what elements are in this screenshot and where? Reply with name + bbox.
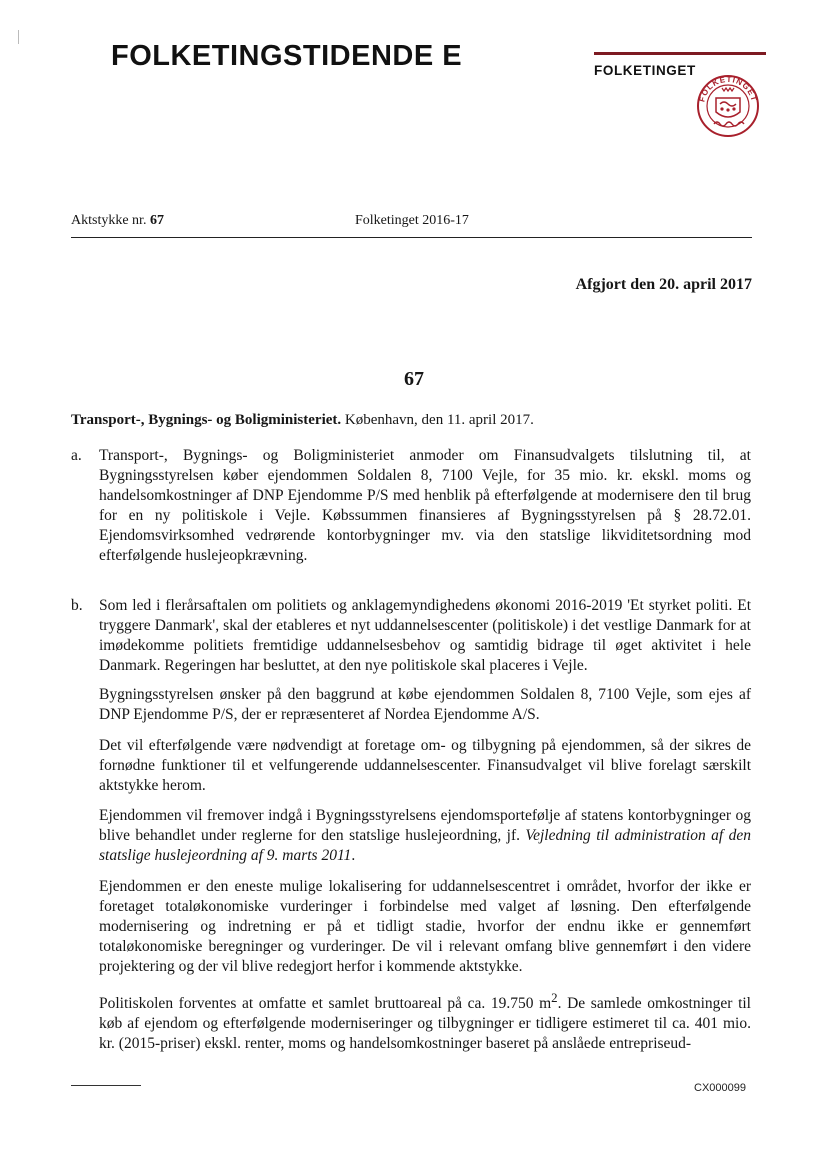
- item-label: b.: [71, 597, 83, 614]
- paragraph: Ejendommen er den eneste mulige lokalisering for uddannelsescentret i området, hvorfor der ikke er foretaget totaløkonomiske vurderinger i forbindelse med valget af løsning. Den efterfølgende modernisering og indretning er på et tidligt stadie, hvorfor der endnu ikke er gennemført totaløkonomiske beregninger og vurderinger. De vil i relevant omfang blive gennemført i den videre projektering og der vil blive redegjort herfor i kommende aktstykke.: [99, 878, 751, 975]
- header-red-rule: [594, 52, 766, 55]
- item-label: a.: [71, 447, 82, 464]
- publication-title: FOLKETINGSTIDENDE E: [111, 40, 463, 72]
- ministry-line: [71, 412, 534, 429]
- ministry-name: Transport-, Bygnings- og Boligministeriet.: [71, 412, 342, 428]
- paragraph: [99, 806, 751, 866]
- session-label: Folketinget 2016-17: [355, 213, 469, 228]
- aktstykke-label: Aktstykke nr.: [71, 213, 147, 228]
- header-divider: [71, 237, 752, 238]
- guideline-reference: Vejledning til administration af den statslige huslejeordning af 9. marts 2011: [99, 827, 751, 864]
- parliament-label: FOLKETINGET: [594, 63, 696, 78]
- item-text: Som led i flerårsaftalen om politiets og anklagemyndighedens økonomi 2016-2019 'Et styrket politi. Et tryggere Danmark', skal der etableres et nyt uddannelsescenter (politiskole) i det vestlige Danmark for at imødekomme politiets fremtidige uddannelsesbehov og samtidig bidrage til øget aktivitet i hele Danmark. Regeringen har besluttet, at den nye politiskole skal placeres i Vejle.: [99, 597, 751, 674]
- paragraph-text: Politiskolen forventes at omfatte et samlet bruttoareal på ca. 19.750 m: [99, 995, 552, 1013]
- paragraph-text: . De samlede omkostninger til køb af ejendom og efterfølgende moderniseringer og tilbygninger er tidligere estimeret til ca. 401 mio. kr. (2015-priser) ekskl. renter, moms og handelsomkostninger baseret på anslåede entrepriseud-: [99, 995, 751, 1053]
- folketinget-seal-icon: [696, 74, 760, 138]
- document-code: CX000099: [694, 1082, 746, 1094]
- seal-lettering: FOLKETINGET: [697, 74, 759, 103]
- paragraph-text: .: [351, 847, 356, 864]
- paragraph-text: Ejendommen vil fremover indgå i Bygningsstyrelsens ejendomsportefølje af statens kontorbygninger og blive behandlet under reglerne for den statslige huslejeordning, jf.: [99, 807, 751, 844]
- item-text: Transport-, Bygnings- og Boligministeriet anmoder om Finansudvalgets tilslutning til, at Bygningsstyrelsen køber ejendommen Soldalen 8, 7100 Vejle, for 35 mio. kr. ekskl. moms og handelsomkostninger af DNP Ejendomme P/S med henblik på efterfølgende at modernisere den til brug for en ny politiskole i Vejle. Købssummen finansieres af Bygningsstyrelsen på § 28.72.01. Ejendomsvirksomhed vedrørende kontorbygninger mv. via den statslige likviditetsordning mod efterfølgende huslejeopkrævning.: [99, 447, 751, 564]
- decided-date: Afgjort den 20. april 2017: [575, 276, 752, 293]
- aktstykke-value: 67: [149, 213, 164, 228]
- paragraph: [99, 988, 751, 1054]
- document-number: 67: [404, 368, 424, 390]
- place-date: København, den 11. april 2017.: [344, 412, 534, 428]
- paragraph: Det vil efterfølgende være nødvendigt at foretage om- og tilbygning på ejendommen, så der sikres de fornødne funktioner til et velfungerende uddannelsescenter. Finansudvalget vil blive forelagt særskilt aktstykke herom.: [99, 737, 751, 794]
- footer-rule: [71, 1085, 141, 1086]
- scan-mark: [18, 30, 19, 44]
- aktstykke-number: [71, 213, 164, 229]
- superscript: 2: [551, 990, 558, 1005]
- paragraph: Bygningsstyrelsen ønsker på den baggrund at købe ejendommen Soldalen 8, 7100 Vejle, som ejes af DNP Ejendomme P/S, der er repræsenteret af Nordea Ejendomme A/S.: [99, 686, 751, 723]
